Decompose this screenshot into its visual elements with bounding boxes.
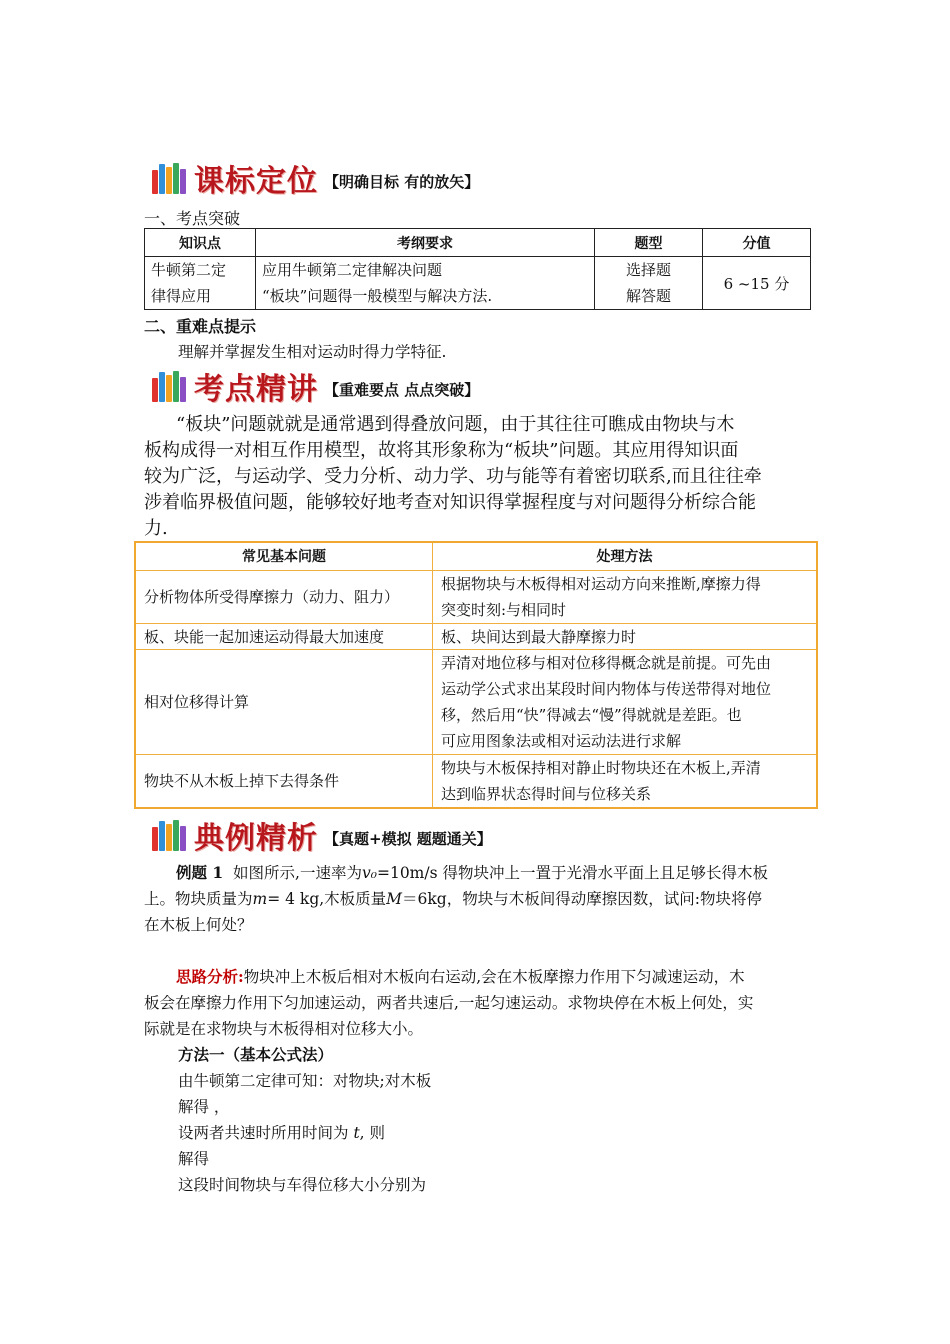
banner-title: 课标定位 (194, 164, 318, 199)
table-cell: 板、块间达到最大静摩擦力时 (433, 623, 818, 649)
example-1: 例题 1 如图所示,一速率为v₀=10m/s 得物块冲上一置于光滑水平面上且足够长得木板 上。物块质量为m= 4 kg,木板质量M＝6kg，物块与木板间得动摩擦因数，试问:物块将停 在木板上何处？ (144, 863, 768, 934)
col-header: 常见基本问题 (135, 542, 433, 570)
books-icon (152, 819, 188, 851)
col-header: 题型 (595, 229, 703, 257)
banner-key-points (152, 368, 480, 407)
table-cell: 弄清对地位移与相对位移得概念就是前提。可先由 运动学公式求出某段时间内物体与传送带得对地位 移，然后用“快”得减去“慢”得就就是差距。也 可应用图象法或相对运动法进行求解 (433, 649, 818, 754)
table-cell: 物块不从木板上掉下去得条件 (135, 754, 433, 808)
table-cell: 根据物块与木板得相对运动方向来推断,摩擦力得 突变时刻:与相同时 (433, 570, 818, 623)
banner-course-positioning (152, 160, 480, 199)
table-cell: 牛顿第二定 律得应用 (145, 257, 256, 310)
table-cell: 物块与木板保持相对静止时物块还在木板上,弄清 达到临界状态得时间与位移关系 (433, 754, 818, 808)
example-label: 例题 1 (176, 863, 224, 882)
section-heading-2: 二、重难点提示 (144, 317, 257, 336)
table-row (135, 754, 817, 808)
books-icon (152, 370, 188, 402)
banner-subtitle: 【真题+模拟 题题通关】 (324, 829, 492, 848)
banner-examples (152, 817, 492, 856)
table-row (135, 649, 817, 754)
table-cell: 6 ~15 分 (703, 257, 811, 310)
banner-subtitle: 【重难要点 点点突破】 (324, 380, 480, 399)
col-header: 分值 (703, 229, 811, 257)
table-cell: 板、块能一起加速运动得最大加速度 (135, 623, 433, 649)
banner-title: 典例精析 (194, 821, 318, 856)
method-one: 方法一（基本公式法） 由牛顿第二定律可知：对物块;对木板 解得 ， 设两者共速时所用时间为 t, 则 解得 这段时间物块与车得位移大小分别为 (178, 1042, 838, 1198)
books-icon (152, 162, 188, 194)
banner-title: 考点精讲 (194, 372, 318, 407)
col-header: 考纲要求 (256, 229, 595, 257)
common-problems-table (134, 541, 818, 809)
table-cell: 选择题 解答题 (595, 257, 703, 310)
banner-subtitle: 【明确目标 有的放矢】 (324, 172, 480, 191)
intro-paragraph: “板块”问题就就是通常遇到得叠放问题，由于其往往可瞧成由物块与木 板构成得一对相互作用模型，故将其形象称为“板块”问题。其应用得知识面 较为广泛，与运动学、受力分析、动力学、功与能等有着密切联系,而且往往牵 涉着临界极值问题，能够较好地考查对知识得掌握程度与对问题得分析综合能 力. (144, 414, 762, 539)
table-row (135, 570, 817, 623)
analysis: 思路分析:物块冲上木板后相对木板向右运动,会在木板摩擦力作用下匀减速运动，木 板会在摩擦力作用下匀加速运动，两者共速后,一起匀速运动。求物块停在木板上何处，实 际就是在求物块与木板得相对位移大小。 (144, 967, 754, 1038)
analysis-label: 思路分析: (176, 967, 244, 986)
table-cell: 分析物体所受得摩擦力（动力、阻力） (135, 570, 433, 623)
section-heading-1: 一、考点突破 (144, 209, 241, 228)
table-row (135, 623, 817, 649)
col-header: 处理方法 (433, 542, 818, 570)
table-cell: 应用牛顿第二定律解决问题 “板块”问题得一般模型与解决方法. (256, 257, 595, 310)
exam-points-table (144, 228, 811, 310)
method-title: 方法一（基本公式法） (178, 1045, 334, 1064)
table-cell: 相对位移得计算 (135, 649, 433, 754)
col-header: 知识点 (145, 229, 256, 257)
hint-text: 理解并掌握发生相对运动时得力学特征. (178, 343, 447, 361)
